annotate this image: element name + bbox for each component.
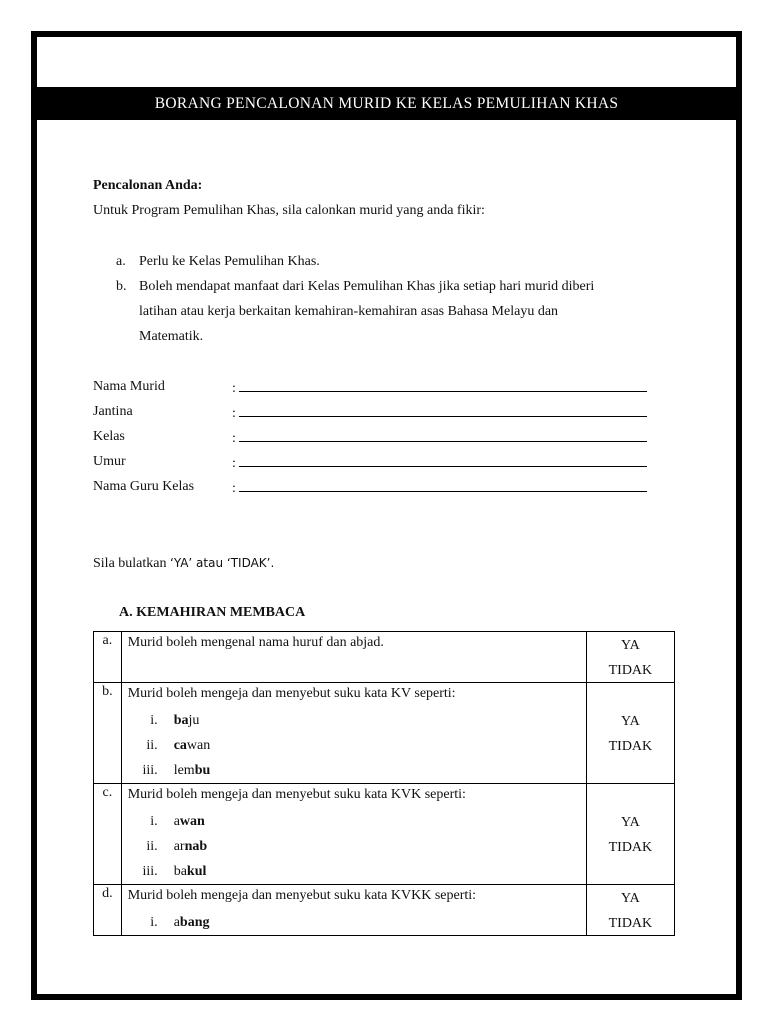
highlighted-syllable: bang: [179, 915, 210, 930]
answer-no-option[interactable]: TIDAK: [608, 663, 653, 678]
plain-syllable: wan: [186, 738, 211, 753]
example-number: iii.: [142, 763, 158, 778]
answer-yes-option[interactable]: YA: [621, 714, 640, 729]
field-label: Umur: [93, 454, 126, 469]
highlighted-syllable: ca: [173, 738, 187, 753]
nomination-text: Untuk Program Pemulihan Khas, sila calonkan murid yang anda fikir:: [93, 203, 485, 218]
criteria-b-marker: b.: [116, 279, 127, 294]
skill-description: [121, 784, 586, 885]
section-title: A. KEMAHIRAN MEMBACA: [119, 605, 306, 620]
skill-description: [121, 632, 586, 683]
field-label: Nama Guru Kelas: [93, 479, 195, 494]
example-number: i.: [150, 814, 158, 829]
form-title: BORANG PENCALONAN MURID KE KELAS PEMULIHAN KHAS: [37, 87, 736, 120]
highlighted-syllable: bu: [194, 763, 211, 778]
skill-row: [94, 632, 675, 683]
example-syllables: [174, 910, 210, 935]
field-label: Jantina: [93, 404, 133, 419]
plain-syllable: lem: [173, 763, 195, 778]
example-syllables: [174, 809, 205, 834]
field-blank-line[interactable]: [239, 404, 647, 417]
plain-syllable: ju: [188, 713, 200, 728]
criteria-b-line-3: Matematik.: [139, 329, 204, 344]
skill-letter: d.: [94, 885, 122, 936]
example-syllables: [174, 708, 200, 733]
nomination-heading: Pencalonan Anda:: [93, 178, 203, 193]
example-number: iii.: [142, 864, 158, 879]
plain-syllable: a: [173, 915, 180, 930]
example-word: [128, 834, 586, 859]
skill-text: Murid boleh mengeja dan menyebut suku kata KV seperti:: [127, 686, 456, 701]
plain-syllable: a: [173, 814, 180, 829]
highlighted-syllable: kul: [186, 864, 207, 879]
answer-no-option[interactable]: TIDAK: [608, 840, 653, 855]
skill-description: [121, 683, 586, 784]
field-label: Kelas: [93, 429, 125, 444]
answer-no-option[interactable]: TIDAK: [608, 739, 653, 754]
skill-letter: c.: [94, 784, 122, 885]
skill-row: [94, 683, 675, 784]
example-word: [128, 758, 586, 783]
field-blank-line[interactable]: [239, 379, 647, 392]
example-word: [128, 708, 586, 733]
skill-letter: b.: [94, 683, 122, 784]
example-number: i.: [150, 915, 158, 930]
field-blank-line[interactable]: [239, 429, 647, 442]
field-label: Nama Murid: [93, 379, 165, 394]
field-blank-line[interactable]: [239, 454, 647, 467]
plain-syllable: ba: [173, 864, 187, 879]
answer-cell: [586, 784, 674, 885]
answer-cell: [586, 885, 674, 936]
answer-yes-option[interactable]: YA: [621, 815, 640, 830]
example-word: [128, 809, 586, 834]
field-entry: :: [232, 479, 647, 497]
answer-cell: [586, 683, 674, 784]
example-word: [128, 859, 586, 884]
criteria-b-line-2: latihan atau kerja berkaitan kemahiran-kemahiran asas Bahasa Melayu dan: [139, 304, 559, 319]
skill-text: Murid boleh mengeja dan menyebut suku kata KVK seperti:: [127, 787, 466, 802]
field-entry: :: [232, 379, 647, 397]
highlighted-syllable: wan: [179, 814, 205, 829]
answer-no-option[interactable]: TIDAK: [608, 916, 653, 931]
example-word: [128, 910, 586, 935]
skill-text: Murid boleh mengeja dan menyebut suku kata KVKK seperti:: [127, 888, 477, 903]
example-syllables: [174, 758, 211, 783]
field-entry: :: [232, 404, 647, 422]
example-syllables: [174, 834, 207, 859]
example-word: [128, 733, 586, 758]
skill-text: Murid boleh mengenal nama huruf dan abjad.: [127, 635, 384, 650]
field-entry: :: [232, 429, 647, 447]
answer-yes-option[interactable]: YA: [621, 638, 640, 653]
skill-row: [94, 784, 675, 885]
example-number: ii.: [146, 738, 158, 753]
reading-skills-table: [93, 631, 675, 936]
instruction-text: Sila bulatkan ‘YA’ atau ‘TIDAK’.: [93, 556, 275, 571]
example-number: ii.: [146, 839, 158, 854]
answer-yes-option[interactable]: YA: [621, 891, 640, 906]
example-syllables: [174, 859, 207, 884]
skill-description: [121, 885, 586, 936]
criteria-a-marker: a.: [116, 254, 126, 269]
highlighted-syllable: nab: [184, 839, 208, 854]
example-syllables: [174, 733, 211, 758]
skill-letter: a.: [94, 632, 122, 683]
field-entry: :: [232, 454, 647, 472]
criteria-b-line-1: Boleh mendapat manfaat dari Kelas Pemulihan Khas jika setiap hari murid diberi: [139, 279, 595, 294]
criteria-a-text: Perlu ke Kelas Pemulihan Khas.: [139, 254, 320, 269]
highlighted-syllable: ba: [173, 713, 189, 728]
answer-cell: [586, 632, 674, 683]
example-number: i.: [150, 713, 158, 728]
plain-syllable: ar: [173, 839, 185, 854]
skill-row: [94, 885, 675, 936]
field-blank-line[interactable]: [239, 479, 647, 492]
